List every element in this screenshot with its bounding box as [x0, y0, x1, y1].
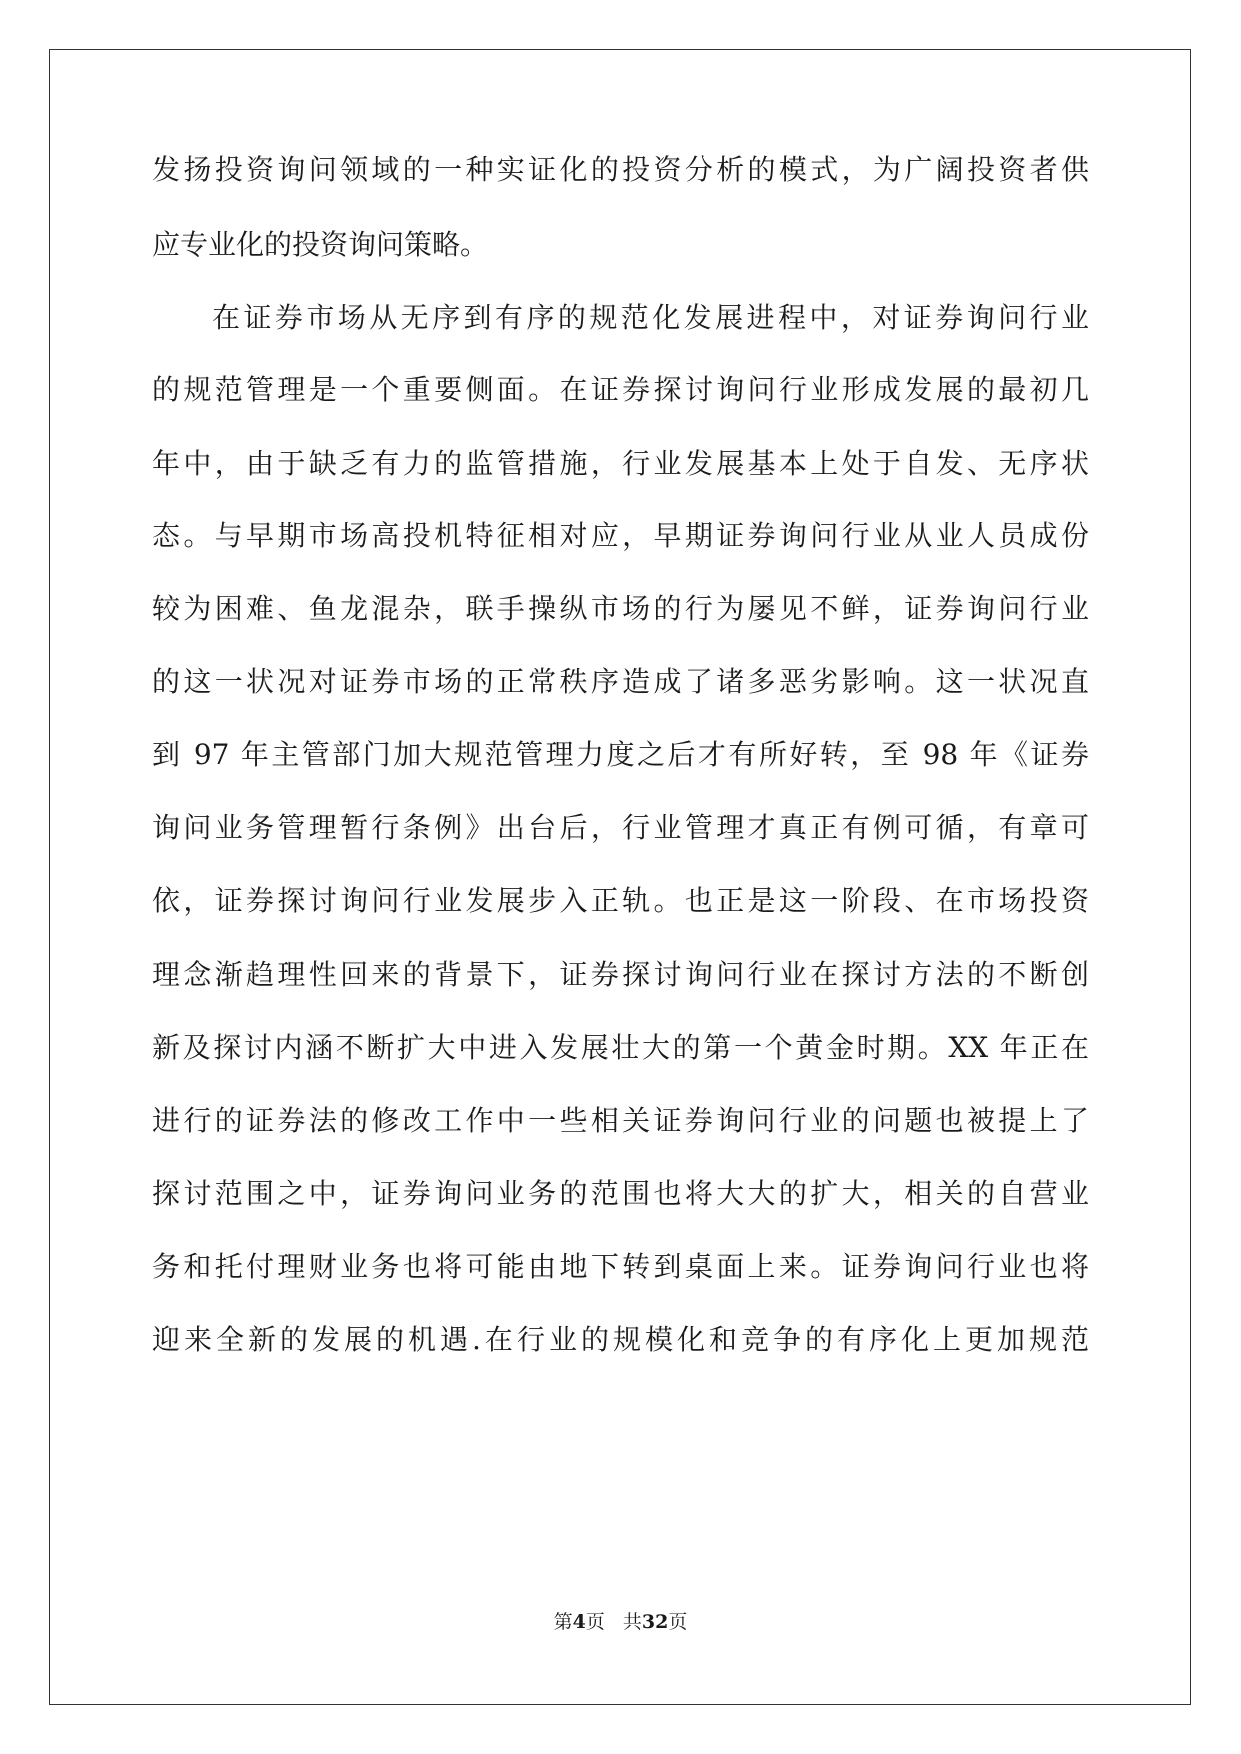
- page-suffix: 页: [585, 1611, 605, 1633]
- text-line: 应专业化的投资询问策略。: [152, 228, 489, 261]
- total-suffix: 页: [668, 1611, 688, 1633]
- text-line: 的这一状况对证券市场的正常秩序造成了诸多恶劣影响。这一状况直: [152, 665, 1089, 698]
- text-line: 新及探讨内涵不断扩大中进入发展壮大的第一个黄金时期。XX 年正在: [152, 1031, 1089, 1064]
- page-prefix: 第: [553, 1611, 573, 1633]
- text-line: 到 97 年主管部门加大规范管理力度之后才有所好转，至 98 年《证券: [152, 738, 1089, 771]
- text-line: 理念渐趋理性回来的背景下，证券探讨询问行业在探讨方法的不断创: [152, 958, 1089, 991]
- text-line: 询问业务管理暂行条例》出台后，行业管理才真正有例可循，有章可: [152, 811, 1089, 844]
- page-current: 4: [572, 1611, 586, 1633]
- text-line: 探讨范围之中，证券询问业务的范围也将大大的扩大，相关的自营业: [152, 1177, 1089, 1210]
- page-total: 32: [641, 1611, 669, 1633]
- text-line: 发扬投资询问领域的一种实证化的投资分析的模式，为广阔投资者供: [152, 153, 1089, 186]
- text-line: 务和托付理财业务也将可能由地下转到桌面上来。证券询问行业也将: [152, 1250, 1089, 1283]
- text-line: 进行的证券法的修改工作中一些相关证券询问行业的问题也被提上了: [152, 1104, 1089, 1137]
- text-line: 迎来全新的发展的机遇.在行业的规模化和竞争的有序化上更加规范: [152, 1323, 1089, 1356]
- text-line: 较为困难、鱼龙混杂，联手操纵市场的行为屡见不鲜，证券询问行业: [152, 592, 1089, 625]
- page-footer: [0, 1610, 1241, 1634]
- paragraph-first-line: 在证券市场从无序到有序的规范化发展进程中，对证券询问行业: [212, 301, 1089, 334]
- text-line: 的规范管理是一个重要侧面。在证券探讨询问行业形成发展的最初几: [152, 373, 1089, 406]
- total-prefix: 共: [622, 1611, 642, 1633]
- text-line: 依，证券探讨询问行业发展步入正轨。也正是这一阶段、在市场投资: [152, 884, 1089, 917]
- text-line: 年中，由于缺乏有力的监管措施，行业发展基本上处于自发、无序状: [152, 447, 1089, 480]
- text-line: 态。与早期市场高投机特征相对应，早期证券询问行业从业人员成份: [152, 519, 1089, 552]
